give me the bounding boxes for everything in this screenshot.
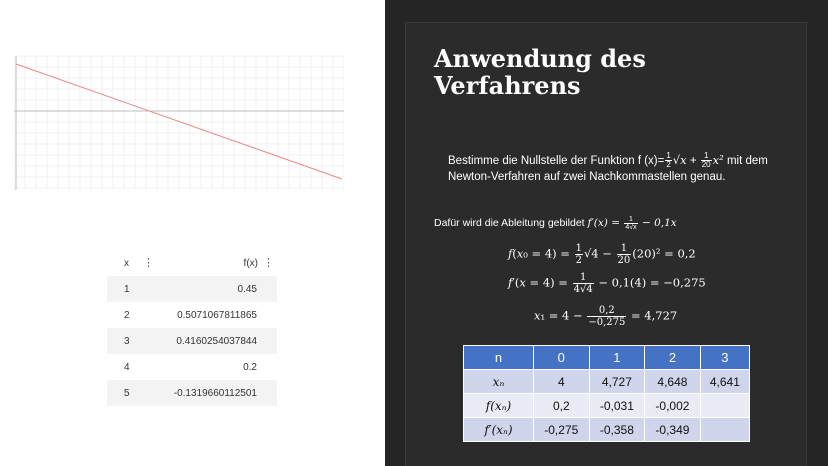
column-header-x: x: [124, 258, 129, 269]
kebab-icon[interactable]: ⋮: [143, 257, 153, 269]
table-cell: 4: [534, 370, 590, 394]
function-graph: [14, 48, 344, 198]
table-cell: -0,031: [589, 394, 645, 418]
value-table: [107, 250, 277, 406]
cell-fx: -0.1319660112501: [173, 388, 257, 399]
table-cell: 4,727: [589, 370, 645, 394]
slide-title-line: Anwendung des: [434, 44, 646, 73]
table-cell: 0,2: [534, 394, 590, 418]
table-cell: -0,349: [645, 418, 701, 442]
table-cell: -0,275: [534, 418, 590, 442]
header-cell: 1: [589, 346, 645, 370]
value-table-header: [107, 250, 277, 276]
table-row: [464, 418, 750, 442]
cell-fx: 0.2: [243, 362, 257, 373]
equation-f-x0: f(x₀ = 4) = $\frac{1}{2}$ √4 − $\frac{1}{20}$ (20)² = 0,2: [508, 243, 696, 266]
fraction-twentieth: $\frac{1}{20}$: [701, 151, 711, 170]
cell-x: 4: [124, 362, 130, 373]
kebab-icon[interactable]: ⋮: [263, 257, 273, 269]
table-cell: -0,358: [589, 418, 645, 442]
row-label: f(xₙ): [464, 394, 534, 418]
table-row: [464, 394, 750, 418]
fraction-derivative: $\frac{1}{4√x}$: [625, 215, 637, 231]
task-text: Bestimme die Nullstelle der Funktion f (x)= $\frac{1}{2}$ √x + $\frac{1}{20}$ x² mit dem Newton-Verfahren auf zwei Nachkommastellen genau.: [448, 151, 768, 184]
cell-fx: 0.4160254037844: [176, 336, 257, 347]
task-text-after: mit dem Newton-Verfahren auf zwei Nachkommastellen genau.: [448, 155, 768, 184]
column-header-fx: f(x): [243, 258, 258, 269]
cell-x: 1: [124, 284, 130, 295]
table-row: [107, 276, 277, 302]
table-row: [107, 380, 277, 406]
derivative-text: Dafür wird die Ableitung gebildet f′(x) = $\frac{1}{4√x}$ − 0,1x: [434, 215, 677, 231]
row-label: f′(xₙ): [464, 418, 534, 442]
table-cell: -0,002: [645, 394, 701, 418]
row-label: xₙ: [464, 370, 534, 394]
fraction: $\frac{1}{2}$: [575, 243, 582, 266]
header-cell: 2: [645, 346, 701, 370]
equation-x1: x₁ = 4 − $\frac{0,2}{-0,275}$ = 4,727: [534, 305, 678, 328]
cell-x: 2: [124, 310, 130, 321]
fraction: $\frac{1}{4√4}$: [573, 272, 593, 295]
table-cell: 4,641: [700, 370, 749, 394]
table-cell: 4,648: [645, 370, 701, 394]
iteration-table-header: [464, 346, 750, 370]
cell-x: 5: [124, 388, 130, 399]
header-cell: n: [464, 346, 534, 370]
left-panel: [0, 0, 385, 466]
cell-fx: 0.5071067811865: [177, 310, 257, 321]
equation-f-prime: f′(x = 4) = $\frac{1}{4√4}$ − 0,1(4) = −0,275: [508, 272, 706, 295]
table-row: [107, 302, 277, 328]
header-cell: 3: [700, 346, 749, 370]
table-row: [464, 370, 750, 394]
fraction: $\frac{0,2}{-0,275}$: [588, 305, 626, 328]
header-cell: 0: [534, 346, 590, 370]
table-cell: [700, 418, 749, 442]
slide-title-line: Verfahrens: [434, 71, 581, 100]
slide-title: [434, 45, 734, 99]
iteration-table: [463, 345, 750, 442]
fraction: $\frac{1}{20}$: [617, 243, 631, 266]
task-text-before: Bestimme die Nullstelle der Funktion f (x)=: [448, 155, 665, 167]
derivative-label: Dafür wird die Ableitung gebildet: [434, 217, 588, 229]
cell-fx: 0.45: [237, 284, 257, 295]
table-cell: [700, 394, 749, 418]
table-row: [107, 354, 277, 380]
fraction-half: $\frac{1}{2}$: [666, 151, 671, 170]
cell-x: 3: [124, 336, 130, 347]
table-row: [107, 328, 277, 354]
